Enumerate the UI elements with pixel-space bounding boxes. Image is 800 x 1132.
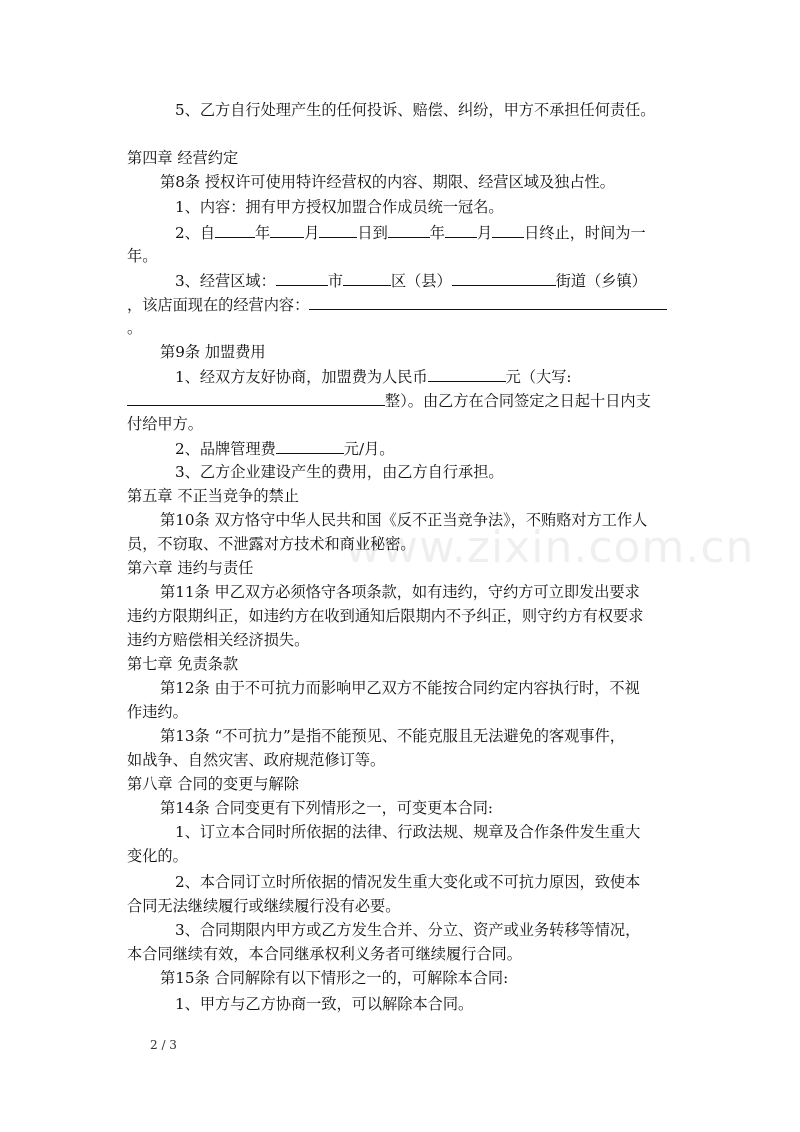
watermark: www.zixin.com.cn <box>345 522 755 573</box>
text: 年 <box>429 224 445 242</box>
article-8-item-2 <box>175 222 646 243</box>
article-8-item-3 <box>175 270 647 291</box>
article-8-item-1: 1、内容：拥有甲方授权加盟合作成员统一冠名。 <box>175 198 504 216</box>
blank-field <box>215 222 255 238</box>
page-number: 2 / 3 <box>150 1038 177 1052</box>
article-14-item-2-cont: 合同无法继续履行或继续履行没有必要。 <box>127 897 401 915</box>
text: 年 <box>255 224 271 242</box>
article-12-cont: 作违约。 <box>127 703 188 721</box>
article-11-cont-1: 违约方限期纠正，如违约方在收到通知后限期内不予纠正，则守约方有权要求 <box>127 607 644 625</box>
text: 市 <box>327 272 343 290</box>
text: 3、经营区域： <box>175 272 276 290</box>
article-13-cont: 如战争、自然灾害、政府规范修订等。 <box>127 751 386 769</box>
text: 元/月。 <box>343 440 395 458</box>
blank-field <box>343 270 391 286</box>
text: 街道（乡镇） <box>555 272 647 290</box>
blank-field <box>270 222 304 238</box>
chapter-4-heading: 第四章 经营约定 <box>127 149 239 167</box>
article-15-item-1: 1、甲方与乙方协商一致，可以解除本合同。 <box>175 995 474 1013</box>
article-14-item-1-cont: 变化的。 <box>127 847 188 865</box>
text: 1、经双方友好协商，加盟费为人民币 <box>175 368 428 386</box>
article-9: 第9条 加盟费用 <box>160 343 266 361</box>
article-8-item-3-end: 。 <box>127 319 143 337</box>
text: 月 <box>304 224 320 242</box>
article-8-item-3-cont <box>127 294 667 315</box>
blank-field <box>428 366 506 382</box>
article-9-item-1 <box>175 366 572 387</box>
article-10: 第10条 双方恪守中华人民共和国《反不正当竞争法》，不贿赂对方工作人 <box>160 511 648 529</box>
text: 区（县） <box>390 272 452 290</box>
article-14-item-3: 3、合同期限内甲方或乙方发生合并、分立、资产或业务转移等情况， <box>175 921 641 939</box>
chapter-6-heading: 第六章 违约与责任 <box>127 559 254 577</box>
article-13: 第13条 “不可抗力”是指不能预见、不能克服且无法避免的客观事件， <box>160 727 625 745</box>
article-8-item-2-cont: 年。 <box>127 247 158 265</box>
clause-4-5: 5、乙方自行处理产生的任何投诉、赔偿、纠纷，甲方不承担任何责任。 <box>175 101 656 119</box>
text: 2、自 <box>175 224 216 242</box>
article-9-item-1-cont <box>127 390 651 411</box>
text: 日到 <box>357 224 388 242</box>
chapter-7-heading: 第七章 免责条款 <box>127 655 239 673</box>
blank-field <box>452 270 556 286</box>
blank-field <box>388 222 430 238</box>
blank-field <box>276 270 328 286</box>
chapter-5-heading: 第五章 不正当竞争的禁止 <box>127 487 299 505</box>
text: ，该店面现在的经营内容： <box>127 296 310 314</box>
text: 2、品牌管理费 <box>175 440 276 458</box>
blank-field <box>127 390 385 406</box>
article-14-item-3-cont: 本合同继续有效，本合同继承权利义务者可继续履行合同。 <box>127 945 522 963</box>
chapter-8-heading: 第八章 合同的变更与解除 <box>127 775 299 793</box>
text: 整）。由乙方在合同签定之日起十日内支 <box>385 392 651 410</box>
article-9-item-3: 3、乙方企业建设产生的费用，由乙方自行承担。 <box>175 463 504 481</box>
article-8: 第8条 授权许可使用特许经营权的内容、期限、经营区域及独占性。 <box>160 173 615 191</box>
blank-field <box>276 438 344 454</box>
article-14-item-2: 2、本合同订立时所依据的情况发生重大变化或不可抗力原因，致使本 <box>175 873 641 891</box>
article-11-cont-2: 违约方赔偿相关经济损失。 <box>127 631 310 649</box>
blank-field <box>445 222 477 238</box>
text: 元（大写: <box>505 368 572 386</box>
text: 月 <box>476 224 493 242</box>
article-10-cont: 员，不窃取、不泄露对方技术和商业秘密。 <box>127 535 416 553</box>
text: 日终止，时间为一 <box>524 224 646 242</box>
article-14: 第14条 合同变更有下列情形之一，可变更本合同: <box>160 799 494 817</box>
blank-field <box>309 294 667 310</box>
article-15: 第15条 合同解除有以下情形之一的，可解除本合同: <box>160 969 509 987</box>
article-9-item-2 <box>175 438 394 459</box>
article-9-item-1-end: 付给甲方。 <box>127 415 203 433</box>
blank-field <box>319 222 357 238</box>
blank-field <box>492 222 524 238</box>
article-14-item-1: 1、订立本合同时所依据的法律、行政法规、规章及合作条件发生重大 <box>175 823 641 841</box>
article-11: 第11条 甲乙双方必须恪守各项条款，如有违约，守约方可立即发出要求 <box>160 583 640 601</box>
article-12: 第12条 由于不可抗力而影响甲乙双方不能按合同约定内容执行时，不视 <box>160 679 640 697</box>
